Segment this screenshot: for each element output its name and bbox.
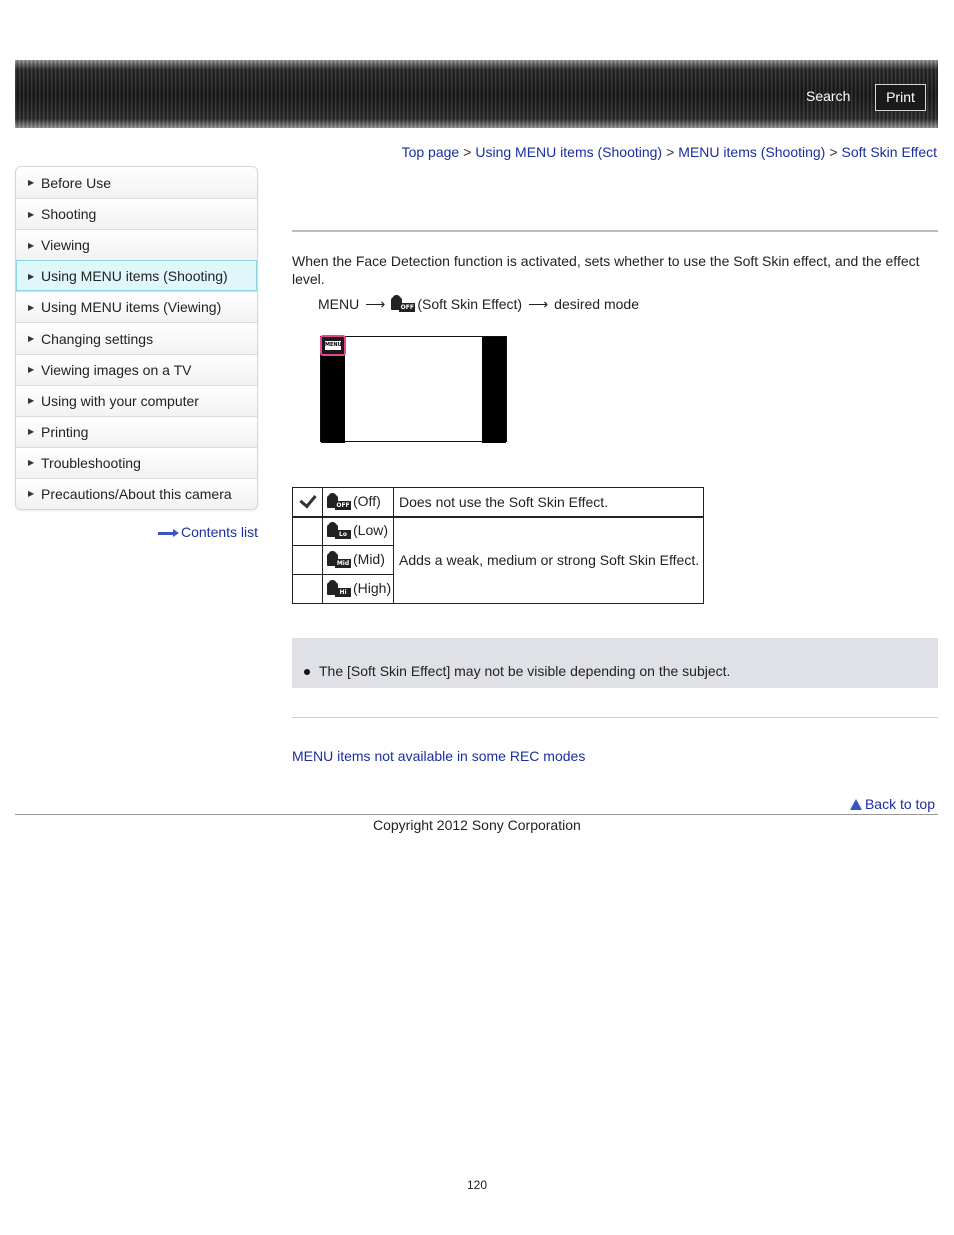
sidebar-item-label: Printing — [41, 423, 89, 440]
breadcrumb — [402, 144, 937, 160]
sidebar-item-troubleshooting[interactable] — [16, 447, 257, 478]
checkmark-icon — [298, 492, 318, 508]
mode-cell — [323, 488, 394, 517]
sidebar-item-label: Using with your computer — [41, 392, 199, 409]
mode-cell — [323, 546, 394, 575]
soft-skin-off-icon — [391, 295, 415, 313]
note-text: The [Soft Skin Effect] may not be visible depending on the subject. — [319, 663, 731, 679]
mode-cell — [323, 575, 394, 604]
sidebar-item-viewing[interactable] — [16, 229, 257, 260]
soft-skin-low-icon — [327, 522, 351, 540]
copyright: Copyright 2012 Sony Corporation — [373, 817, 581, 833]
triangle-right-icon: ▶ — [28, 427, 35, 437]
icon-tag: Lo — [335, 530, 351, 539]
triangle-right-icon: ▶ — [28, 396, 35, 406]
print-button[interactable]: Print — [875, 84, 926, 111]
sidebar-item-label: Precautions/About this camera — [41, 485, 232, 502]
soft-skin-off-icon — [327, 493, 351, 511]
default-cell — [293, 575, 323, 604]
triangle-right-icon: ▶ — [28, 458, 35, 468]
icon-tag: Hi — [335, 588, 351, 597]
sidebar-item-viewing-on-tv[interactable] — [16, 354, 257, 385]
sidebar-item-printing[interactable] — [16, 416, 257, 447]
sidebar-item-using-with-computer[interactable] — [16, 385, 257, 416]
arrow-right-icon: ⟶ — [528, 295, 549, 312]
mode-label: (High) — [353, 579, 392, 596]
mode-table — [292, 487, 704, 604]
menu-path — [318, 295, 639, 313]
sidebar-item-shooting[interactable] — [16, 198, 257, 229]
sidebar-item-precautions[interactable] — [16, 478, 257, 509]
default-cell — [293, 546, 323, 575]
bullet-icon — [304, 669, 310, 675]
default-cell — [293, 517, 323, 546]
header-bar — [15, 60, 938, 128]
triangle-right-icon: ▶ — [28, 209, 35, 219]
sidebar-item-before-use[interactable] — [16, 167, 257, 198]
arrow-right-icon: ⟶ — [365, 295, 386, 312]
table-row — [293, 517, 704, 546]
breadcrumb-menu-items-shooting[interactable]: MENU items (Shooting) — [678, 144, 826, 160]
contents-list-link[interactable] — [158, 524, 258, 540]
page-description: When the Face Detection function is activated, sets whether to use the Soft Skin effect, and the effect level. — [292, 253, 920, 287]
breadcrumb-top-page[interactable]: Top page — [401, 144, 460, 160]
sidebar-item-label: Viewing images on a TV — [41, 361, 192, 378]
page-number: 120 — [466, 1178, 488, 1192]
mode-label: (Mid) — [353, 550, 385, 567]
sidebar-item-using-menu-shooting[interactable] — [16, 260, 257, 291]
footer-divider — [15, 814, 938, 815]
breadcrumb-separator: > — [829, 144, 838, 160]
sidebar-item-label: Shooting — [41, 206, 97, 223]
mode-cell — [323, 517, 394, 546]
icon-tag: OFF — [336, 501, 350, 509]
mode-label: (Low) — [353, 522, 389, 539]
triangle-up-icon — [850, 799, 862, 810]
sidebar-nav — [15, 166, 258, 510]
menu-button-highlight — [320, 335, 346, 356]
triangle-right-icon: ▶ — [28, 489, 35, 499]
mode-description: Adds a weak, medium or strong Soft Skin Effect. — [394, 517, 704, 604]
contents-list-label: Contents list — [181, 524, 259, 540]
menu-path-step: (Soft Skin Effect) — [417, 296, 523, 312]
sidebar-item-changing-settings[interactable] — [16, 322, 257, 353]
sidebar-item-label: Troubleshooting — [41, 454, 141, 471]
breadcrumb-soft-skin-effect[interactable]: Soft Skin Effect — [841, 144, 937, 160]
menu-button-label: MENU — [325, 342, 342, 348]
sidebar-item-label: Changing settings — [41, 330, 154, 347]
note-box — [292, 638, 938, 688]
camera-screen-illustration — [320, 336, 507, 442]
breadcrumb-separator: > — [666, 144, 675, 160]
related-link[interactable]: MENU items not available in some REC modes — [292, 748, 586, 764]
triangle-right-icon: ▶ — [28, 271, 35, 281]
search-link[interactable]: Search — [806, 88, 851, 104]
breadcrumb-separator: > — [463, 144, 472, 160]
triangle-right-icon: ▶ — [28, 240, 35, 250]
sidebar-item-label: Using MENU items (Viewing) — [41, 299, 222, 316]
sidebar-item-label: Viewing — [41, 237, 90, 254]
mode-label: (Off) — [353, 492, 381, 509]
triangle-right-icon: ▶ — [28, 334, 35, 344]
triangle-right-icon: ▶ — [28, 365, 35, 375]
back-to-top-label: Back to top — [864, 796, 935, 812]
mode-description: Does not use the Soft Skin Effect. — [394, 488, 704, 517]
icon-tag: OFF — [400, 304, 414, 311]
divider — [292, 717, 938, 718]
table-row — [293, 488, 704, 517]
soft-skin-mid-icon — [327, 551, 351, 569]
screen-right-bar — [482, 337, 506, 443]
icon-tag: Mid — [336, 560, 350, 568]
sidebar-item-label: Before Use — [41, 174, 112, 191]
sidebar-item-using-menu-viewing[interactable] — [16, 291, 257, 322]
triangle-right-icon: ▶ — [28, 178, 35, 188]
arrow-right-icon — [158, 529, 180, 537]
screen-left-bar — [321, 359, 345, 443]
triangle-right-icon: ▶ — [28, 302, 35, 312]
sidebar-item-label: Using MENU items (Shooting) — [41, 268, 228, 285]
menu-path-final: desired mode — [554, 296, 639, 312]
divider — [292, 230, 938, 232]
breadcrumb-using-menu-shooting[interactable]: Using MENU items (Shooting) — [475, 144, 663, 160]
default-cell — [293, 488, 323, 517]
soft-skin-high-icon — [327, 580, 351, 598]
menu-path-menu: MENU — [318, 296, 360, 312]
back-to-top-link[interactable] — [850, 796, 935, 812]
